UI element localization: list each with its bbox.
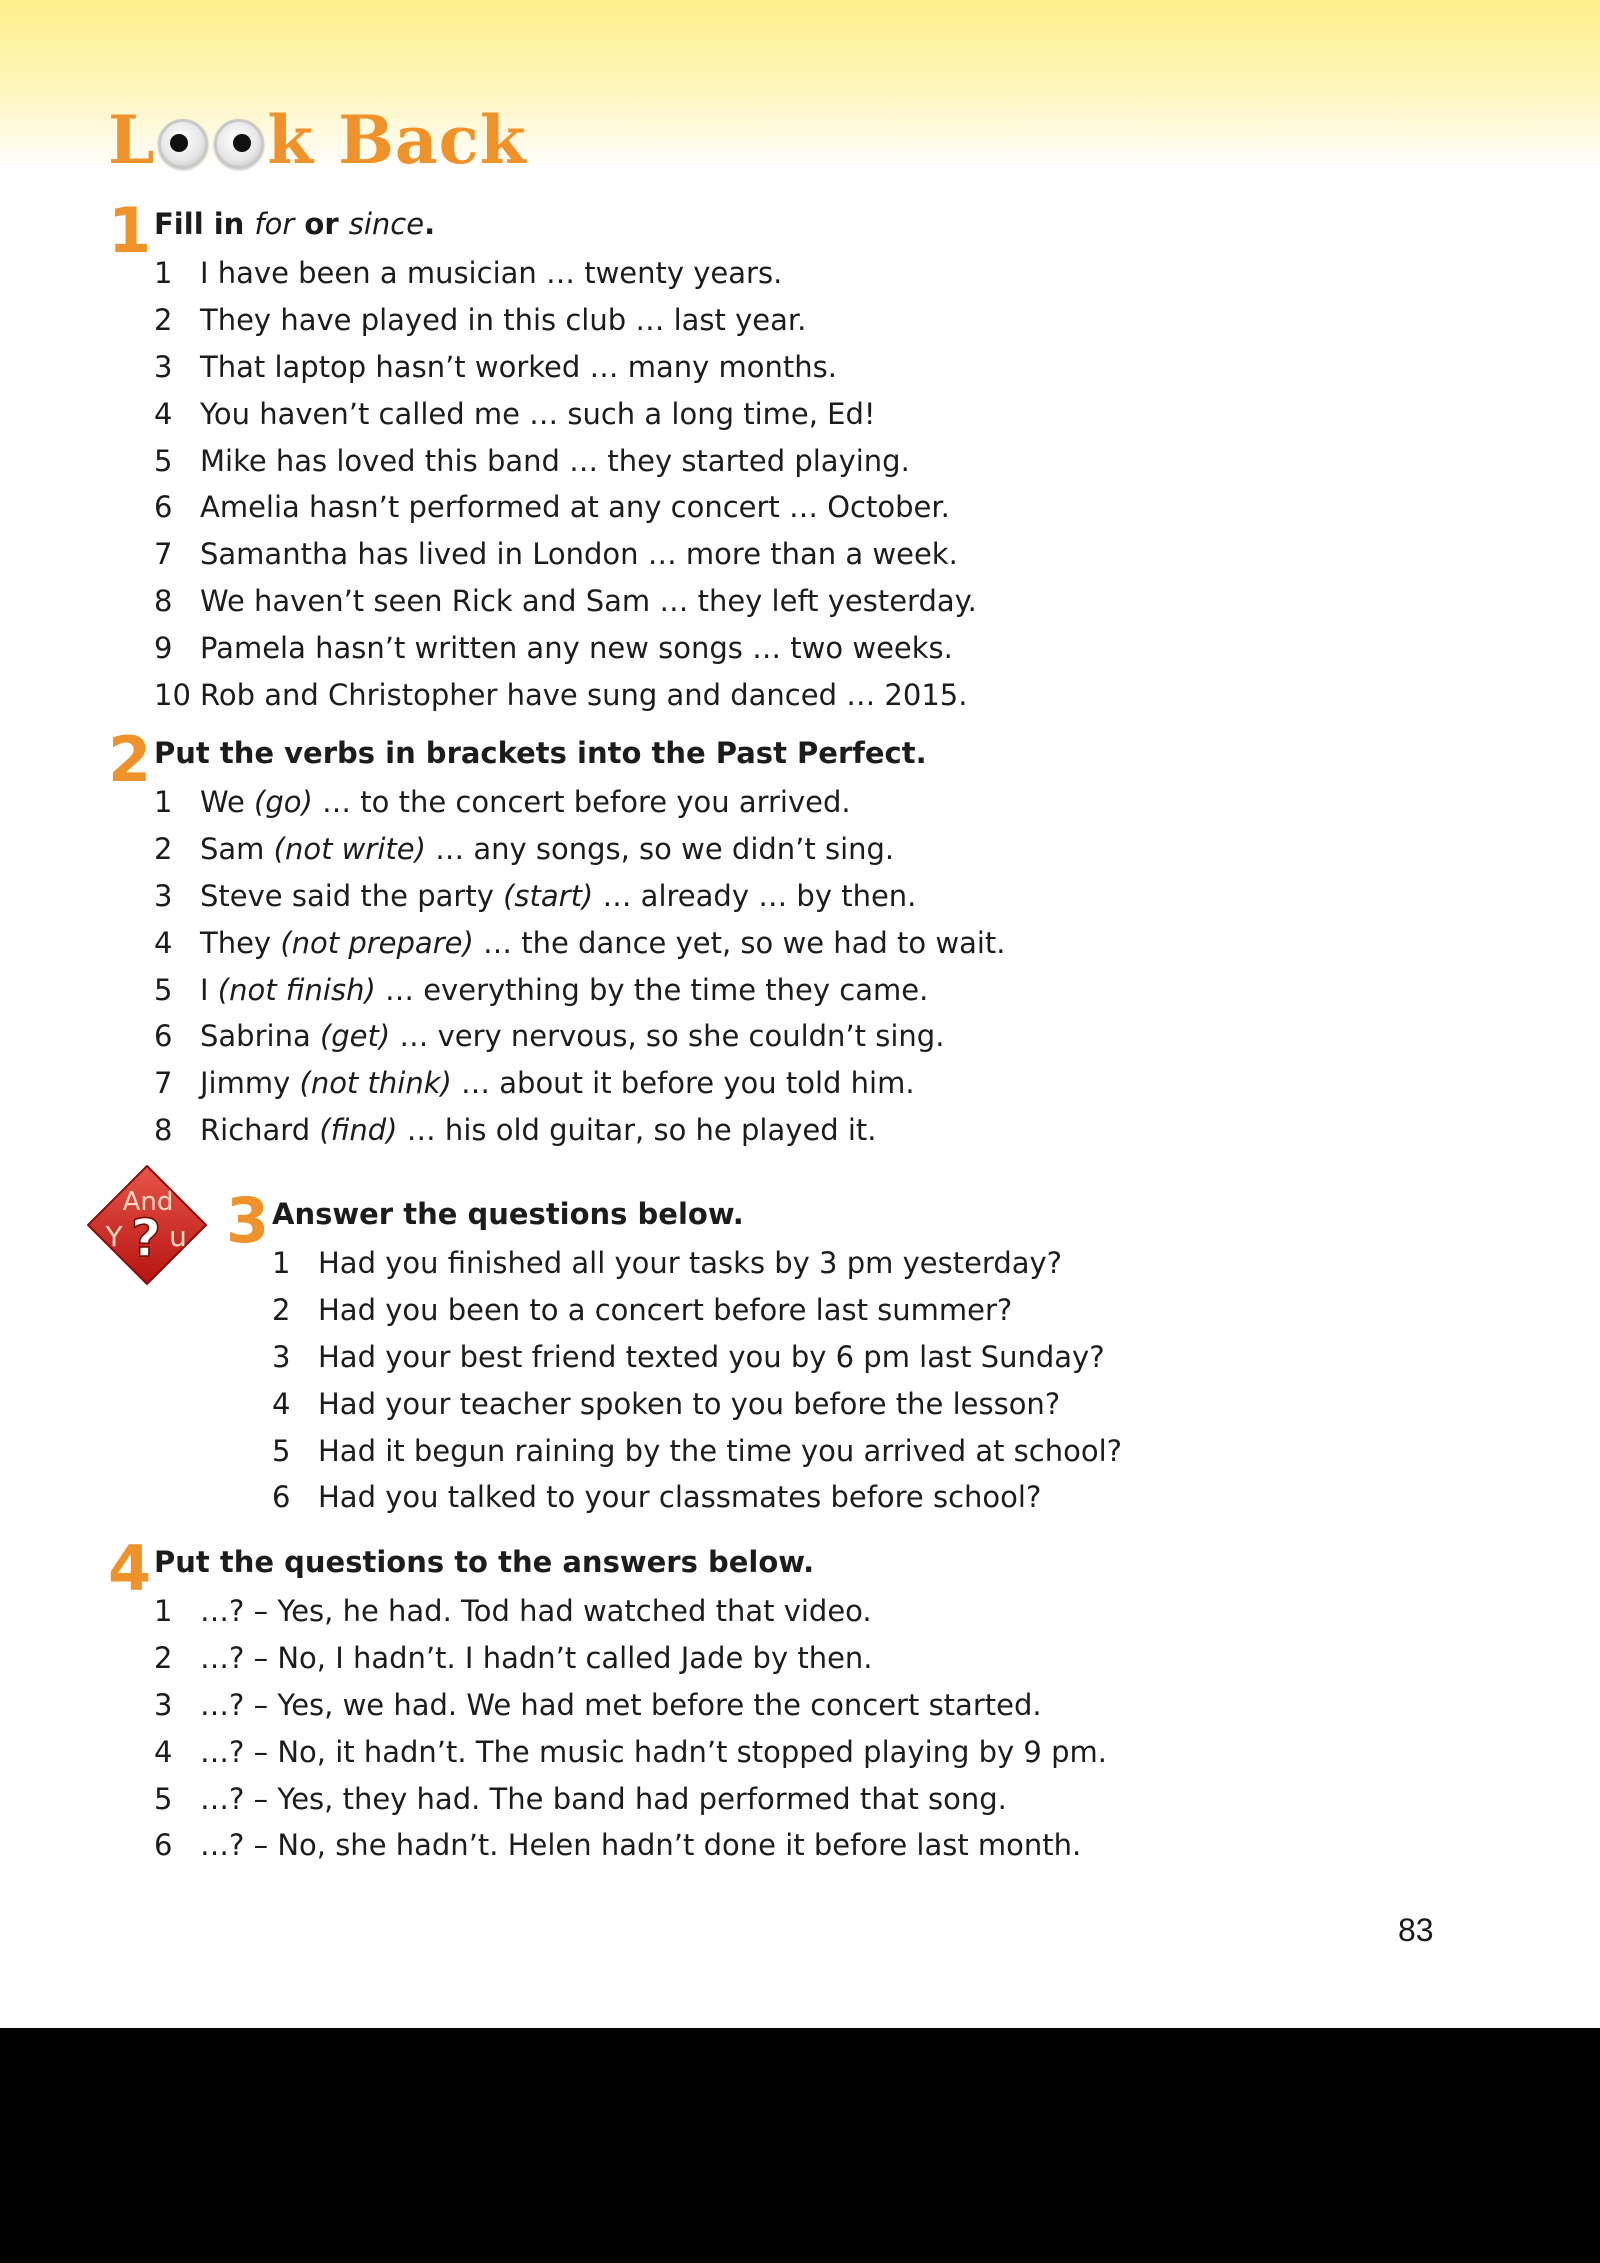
- exercise-item: [154, 1013, 1006, 1060]
- item-text: Mike has loved this band … they started playing.: [200, 443, 910, 478]
- item-number: 1: [154, 256, 173, 291]
- instruction-part: .: [424, 207, 436, 241]
- item-text-end: … everything by the time they came.: [375, 972, 929, 1007]
- item-text-start: Richard: [200, 1112, 320, 1147]
- item-text: Samantha has lived in London … more than a week.: [200, 537, 958, 572]
- exercise-instruction: [154, 204, 435, 244]
- item-number: 9: [154, 630, 173, 665]
- item-text-start: We: [200, 785, 255, 820]
- item-number: 7: [154, 537, 173, 572]
- item-number: 4: [154, 396, 173, 431]
- item-text: …? – Yes, they had. The band had performed that song.: [200, 1781, 1007, 1816]
- exercise-number: 2: [108, 723, 152, 796]
- exercise-item: [154, 1682, 1107, 1729]
- item-text-end: … already … by then.: [593, 878, 917, 913]
- item-text: [200, 926, 1006, 960]
- exercise-item: [154, 919, 1006, 966]
- item-number: 5: [272, 1433, 291, 1468]
- item-text: [200, 1066, 915, 1100]
- item-text: [200, 785, 851, 819]
- item-number: 5: [154, 443, 173, 478]
- exercise-item: [154, 437, 977, 484]
- page-title: [108, 100, 527, 180]
- item-number: 8: [154, 583, 173, 618]
- verb-hint: (not write): [273, 832, 426, 867]
- verb-hint: (find): [319, 1112, 398, 1147]
- item-number: 2: [272, 1293, 291, 1328]
- item-number: 4: [154, 925, 173, 960]
- item-text: Had it begun raining by the time you arrived at school?: [318, 1433, 1123, 1468]
- item-text: Had your best friend texted you by 6 pm last Sunday?: [318, 1339, 1105, 1374]
- item-number: 6: [154, 1828, 173, 1863]
- verb-hint: (start): [503, 878, 594, 913]
- exercise-item: [154, 671, 977, 718]
- exercise-item: [154, 390, 977, 437]
- item-text: I have been a musician … twenty years.: [200, 256, 783, 291]
- item-number: 4: [154, 1734, 173, 1769]
- exercise-item: [154, 779, 1006, 826]
- instruction-keyword-since: since: [348, 207, 425, 241]
- item-text: That laptop hasn’t worked … many months.: [200, 349, 837, 384]
- item-number: 6: [154, 490, 173, 525]
- item-number: 5: [154, 972, 173, 1007]
- exercise-item: [154, 1107, 1006, 1154]
- item-text-start: Steve said the party: [200, 878, 504, 913]
- item-number: 1: [154, 785, 173, 820]
- item-number: 1: [272, 1246, 291, 1281]
- item-number: 7: [154, 1066, 173, 1101]
- item-number: 3: [154, 1687, 173, 1722]
- item-text: …? – No, I hadn’t. I hadn’t called Jade by then.: [200, 1641, 873, 1676]
- exercise-item: [154, 1635, 1107, 1682]
- page-number: 83: [1398, 1912, 1434, 1948]
- item-number: 3: [154, 878, 173, 913]
- item-text: [200, 832, 894, 866]
- exercise-item: [154, 578, 977, 625]
- verb-hint: (not finish): [217, 972, 376, 1007]
- exercise-item: [272, 1380, 1122, 1427]
- exercise-item: [154, 873, 1006, 920]
- exercise-item: [154, 1588, 1107, 1635]
- exercise-instruction: Put the verbs in brackets into the Past Perfect.: [154, 736, 927, 770]
- item-text-start: Sabrina: [200, 1019, 320, 1054]
- exercise-items: [154, 250, 977, 718]
- badge-and-text: And: [122, 1187, 174, 1217]
- exercise-item: [154, 1822, 1107, 1869]
- badge-question-mark: ?: [130, 1209, 162, 1269]
- item-text: …? – No, she hadn’t. Helen hadn’t done it before last month.: [200, 1828, 1082, 1863]
- item-number: 2: [154, 303, 173, 338]
- item-text: Amelia hasn’t performed at any concert … October.: [200, 490, 950, 525]
- item-text: …? – Yes, we had. We had met before the concert started.: [200, 1687, 1042, 1722]
- exercise-number: 3: [226, 1184, 270, 1257]
- item-number: 6: [272, 1480, 291, 1515]
- item-text: …? – Yes, he had. Tod had watched that video.: [200, 1594, 872, 1629]
- exercise-item: [154, 344, 977, 391]
- instruction-keyword-for: for: [254, 207, 295, 241]
- exercise-item: [154, 966, 1006, 1013]
- badge-y-text: Y: [105, 1220, 123, 1253]
- exercise-item: [272, 1427, 1122, 1474]
- verb-hint: (not prepare): [280, 925, 474, 960]
- and-you-badge-icon: [82, 1160, 212, 1290]
- instruction-part: or: [294, 207, 349, 241]
- exercise-item: [154, 484, 977, 531]
- item-text-end: … to the concert before you arrived.: [312, 785, 851, 820]
- item-number: 1: [154, 1594, 173, 1629]
- item-number: 5: [154, 1781, 173, 1816]
- title-suffix: k Back: [267, 101, 527, 179]
- exercise-item: [272, 1240, 1122, 1287]
- exercise-items: [272, 1240, 1122, 1521]
- item-number: 2: [154, 832, 173, 867]
- exercise-item: [154, 1728, 1107, 1775]
- exercise-number: 4: [108, 1532, 152, 1605]
- item-number: 3: [154, 349, 173, 384]
- item-text-start: Sam: [200, 832, 274, 867]
- exercise-item: [154, 1060, 1006, 1107]
- verb-hint: (get): [319, 1019, 391, 1054]
- exercise-items: [154, 1588, 1107, 1869]
- item-text: [200, 973, 928, 1007]
- instruction-part: Fill in: [154, 207, 255, 241]
- title-prefix: L: [108, 101, 156, 179]
- exercise-item: [154, 624, 977, 671]
- exercise-item: [154, 250, 977, 297]
- item-text-start: I: [200, 972, 218, 1007]
- item-number: 3: [272, 1339, 291, 1374]
- item-text-end: … his old guitar, so he played it.: [397, 1112, 877, 1147]
- item-number: 10: [154, 677, 191, 712]
- item-number: 8: [154, 1112, 173, 1147]
- item-text: [200, 1019, 944, 1053]
- exercise-item: [154, 1775, 1107, 1822]
- item-text: [200, 1113, 877, 1147]
- item-text: Rob and Christopher have sung and danced … 2015.: [200, 677, 968, 712]
- verb-hint: (go): [254, 785, 313, 820]
- exercise-item: [154, 531, 977, 578]
- item-text: Had you been to a concert before last summer?: [318, 1293, 1013, 1328]
- item-text: They have played in this club … last year.: [200, 303, 807, 338]
- item-text: Had you finished all your tasks by 3 pm yesterday?: [318, 1246, 1063, 1281]
- item-text-end: … any songs, so we didn’t sing.: [425, 832, 895, 867]
- exercise-instruction: Put the questions to the answers below.: [154, 1545, 815, 1579]
- exercise-instruction: Answer the questions below.: [272, 1197, 744, 1231]
- verb-hint: (not think): [299, 1066, 452, 1101]
- item-number: 6: [154, 1019, 173, 1054]
- item-text: Pamela hasn’t written any new songs … two weeks.: [200, 630, 953, 665]
- exercise-item: [272, 1287, 1122, 1334]
- item-text-start: Jimmy: [200, 1066, 300, 1101]
- item-text: Had your teacher spoken to you before the lesson?: [318, 1386, 1061, 1421]
- exercise-item: [154, 297, 977, 344]
- exercise-number: 1: [108, 194, 152, 267]
- item-text-end: … very nervous, so she couldn’t sing.: [390, 1019, 945, 1054]
- item-text: …? – No, it hadn’t. The music hadn’t stopped playing by 9 pm.: [200, 1734, 1107, 1769]
- exercise-item: [154, 826, 1006, 873]
- item-text: We haven’t seen Rick and Sam … they left yesterday.: [200, 583, 977, 618]
- exercise-items: [154, 779, 1006, 1153]
- item-number: 4: [272, 1386, 291, 1421]
- exercise-item: [272, 1474, 1122, 1521]
- item-text: [200, 879, 916, 913]
- item-text: Had you talked to your classmates before school?: [318, 1480, 1042, 1515]
- item-number: 2: [154, 1641, 173, 1676]
- item-text-end: … the dance yet, so we had to wait.: [473, 925, 1006, 960]
- item-text: You haven’t called me … such a long time, Ed!: [200, 396, 876, 431]
- item-text-start: They: [200, 925, 281, 960]
- exercise-item: [272, 1334, 1122, 1381]
- item-text-end: … about it before you told him.: [451, 1066, 915, 1101]
- right-eye-icon: [214, 119, 264, 169]
- left-eye-icon: [158, 119, 208, 169]
- badge-u-text: u: [169, 1220, 187, 1253]
